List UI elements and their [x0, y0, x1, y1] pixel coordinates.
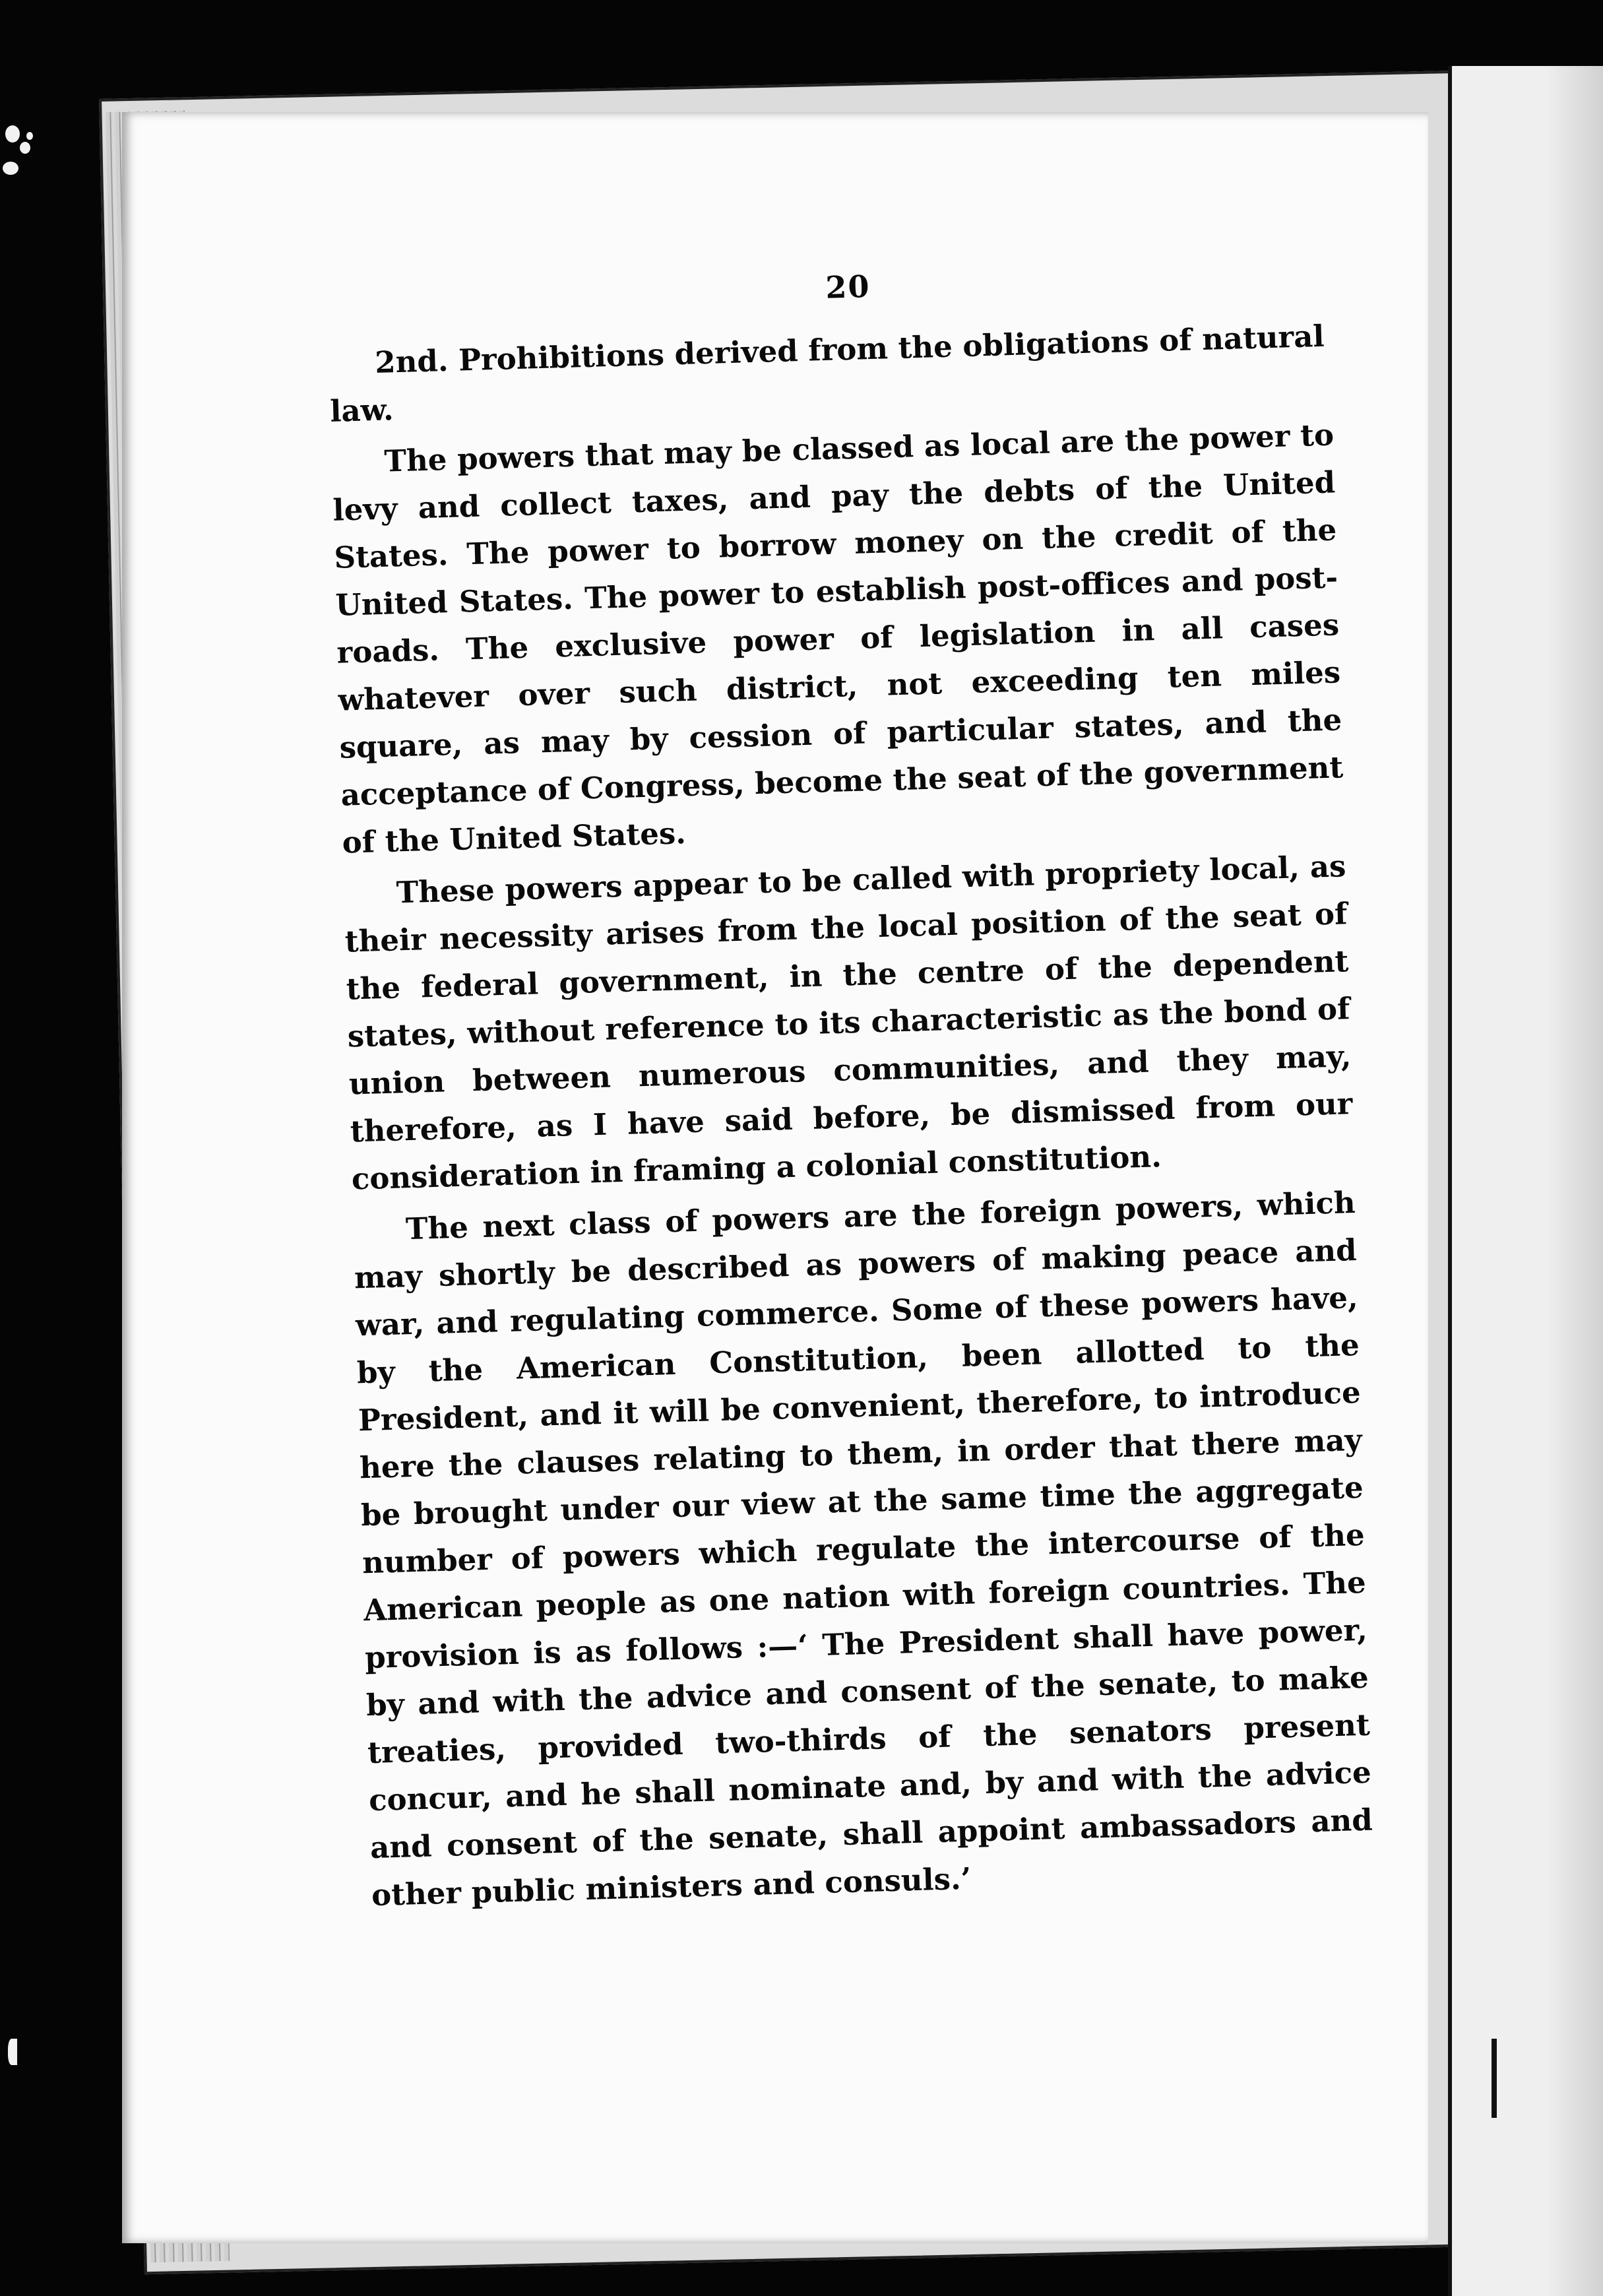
- paragraph-local-propriety: These powers appear to be called with propriety local, as their necessity arises from the local position of the seat of the federal government, in the centre of the dependent states, without reference to its characteristic as the bond of union between numerous communities, and they may, therefore, as I have said before, be dismissed from our consideration in framing a colonial constitution.: [344, 848, 1354, 1197]
- page-text: [327, 256, 1375, 1923]
- scan-speck: [8, 2039, 17, 2065]
- facing-page-shade: [1548, 66, 1603, 2296]
- page-number: 20: [825, 268, 871, 305]
- scan-speck: [3, 162, 18, 175]
- section-heading-line-1: 2nd. Prohibitions derived from the obligations of natural: [374, 318, 1325, 380]
- scan-speck: [5, 125, 20, 143]
- facing-page: [1448, 66, 1603, 2296]
- paragraph-local-powers: The powers that may be classed as local are the power to levy and collect taxes, and pay the debts of the United States. The power to borrow money on the credit of the United States. The power to establish post-offices and post-roads. The exclusive power of legislation in all cases whatever over such district, not exceeding ten miles square, as may by cession of particular states, and the acceptance of Congress, become the seat of the government of the United States.: [332, 417, 1344, 860]
- facing-page-mark: [1492, 2039, 1497, 2118]
- scan-speck: [20, 142, 30, 154]
- paragraph-foreign-powers: The next class of powers are the foreign powers, which may shortly be described as powers of making peace and war, and regulating commerce. Some of these powers have, by the American Constitution, been allotted to the President, and it will be convenient, therefore, to introduce here the clauses relating to them, in order that there may be brought under our view at the same time the aggregate number of powers which regulate the intercourse of the American people as one nation with foreign countries. The provision is as follows :—‘ The President shall have power, by and with the advice and consent of the senate, to make treaties, provided two-thirds of the senators present concur, and he shall nominate and, by and with the advice and consent of the senate, shall appoint ambassadors and other public ministers and consuls.’: [354, 1185, 1373, 1913]
- section-heading-line-2: law.: [329, 392, 394, 429]
- scan-speck: [26, 132, 33, 140]
